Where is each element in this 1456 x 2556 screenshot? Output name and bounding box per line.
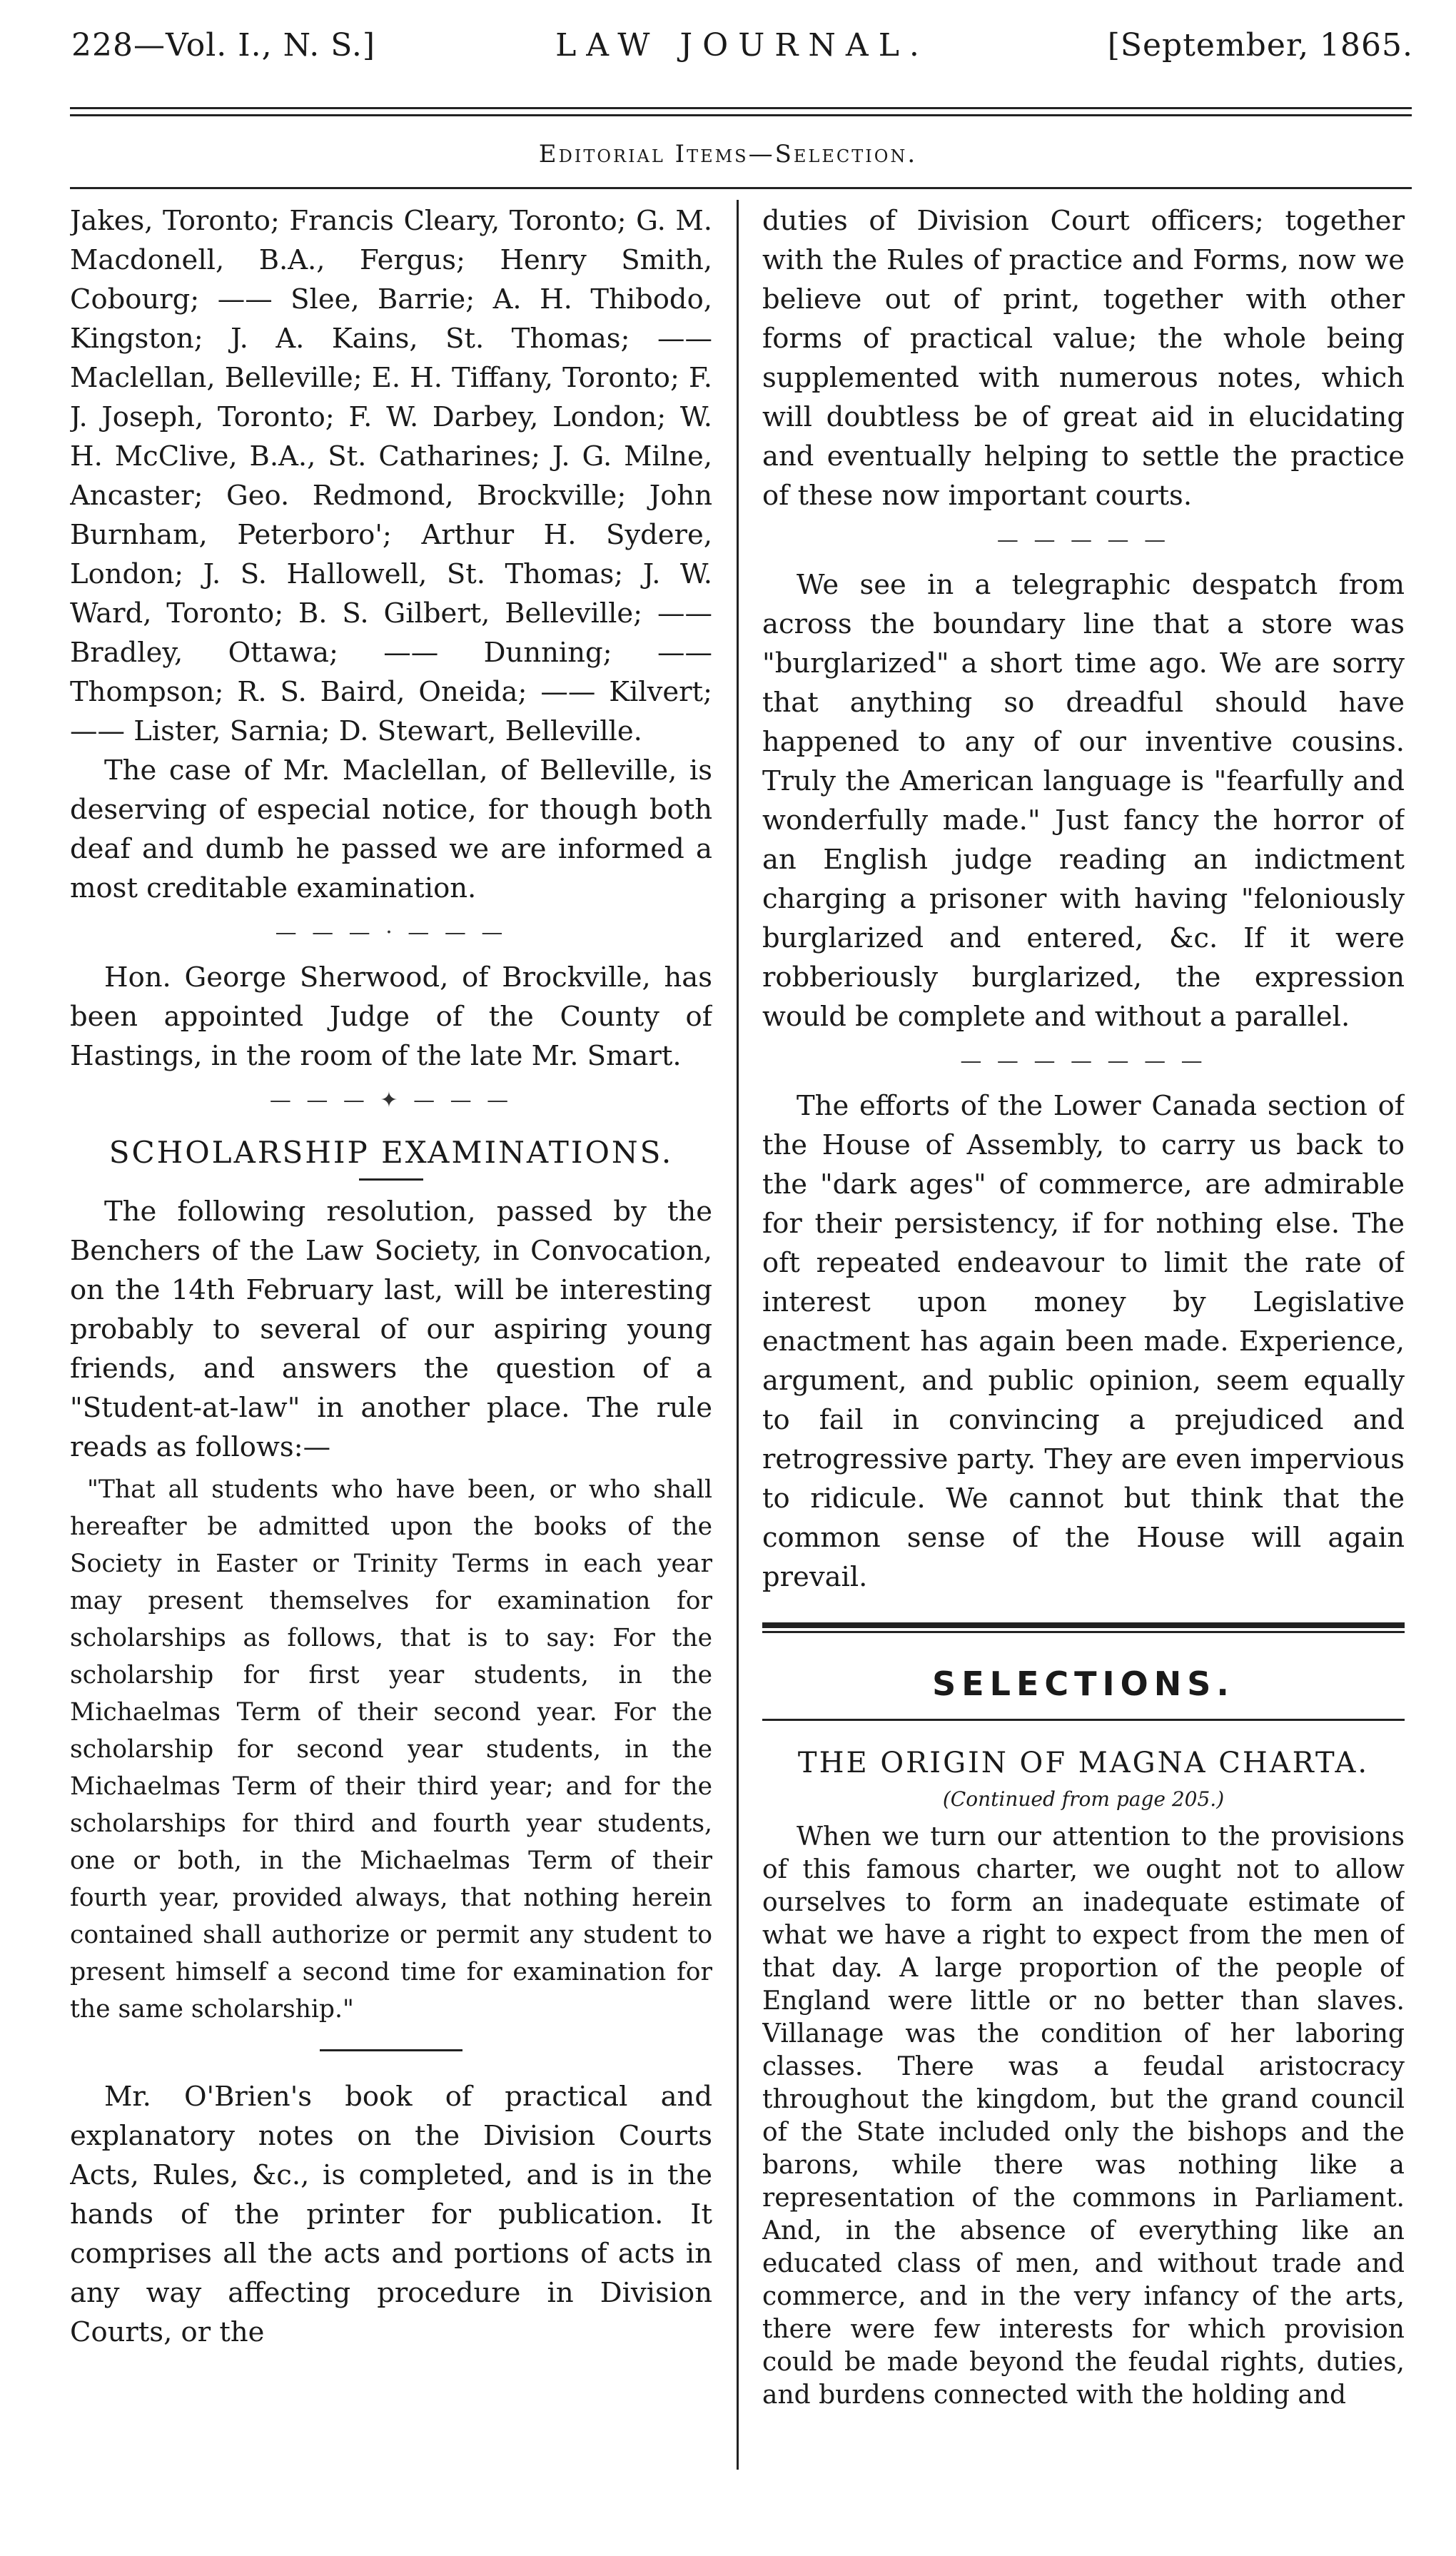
- names-paragraph: Jakes, Toronto; Francis Cleary, Toronto; G. M. Macdonell, B.A., Fergus; Henry Smith, Cobourg; —— Slee, Barrie; A. H. Thibodo, Kingston; J. A. Kains, St. Thomas; —— Maclellan, Belleville; E. H. Tiffany, Toronto; F. J. Joseph, Toronto; F. W. Darbey, London; W. H. McClive, B.A., St. Catharines; J. G. Milne, Ancaster; Geo. Redmond, Brockville; John Burnham, Peterboro'; Arthur H. Sydere, London; J. S. Hallowell, St. Thomas; J. W. Ward, Toronto; B. S. Gilbert, Belleville; —— Bradley, Ottawa; —— Dunning; —— Thompson; R. S. Baird, Oneida; —— Kilvert; —— Lister, Sarnia; D. Stewart, Belleville.: [70, 205, 712, 747]
- scholarship-heading: SCHOLARSHIP EXAMINATIONS.: [108, 1135, 674, 1170]
- scholarship-paragraph: The following resolution, passed by the Benchers of the Law Society, in Convocation, on the 14th February last, will be interesting probably to several of our aspiring young friends, and answers the question of a "Student-at-law" in another place. The rule reads as follows:—: [70, 1196, 712, 1463]
- separator: — — — ✦ — — —: [269, 1088, 513, 1113]
- selections-heading: SELECTIONS.: [932, 1665, 1235, 1703]
- column-divider: [737, 200, 739, 2470]
- left-column: [70, 201, 712, 2485]
- header-volume-page: 228—Vol. I., N. S.]: [71, 27, 375, 64]
- header-rule-bottom: [70, 114, 1412, 116]
- selections-rule: [762, 1622, 1405, 1633]
- section-heading-rule: [70, 187, 1412, 189]
- section-heading: Editorial Items—Selection.: [538, 140, 918, 168]
- continued-note: (Continued from page 205.): [942, 1787, 1225, 1811]
- article-title: THE ORIGIN OF MAGNA CHARTA.: [797, 1747, 1370, 1779]
- separator: — — — — — — —: [960, 1049, 1207, 1074]
- paragraph-rule: [320, 2049, 462, 2051]
- selections-underline: [762, 1719, 1405, 1721]
- obrien-paragraph: Mr. O'Brien's book of practical and explanatory notes on the Division Courts Acts, Rules, &c., is completed, and is in the hands of the printer for publication. It comprises all the acts and portions of acts in any way affecting procedure in Division Courts, or the: [70, 2081, 712, 2348]
- running-header: [71, 27, 1413, 84]
- separator: — — — — —: [996, 527, 1171, 552]
- lower-canada-paragraph: The efforts of the Lower Canada section of the House of Assembly, to carry us back to the "dark ages" of commerce, are admirable for their persistency, if for nothing else. The oft repeated endeavour to limit the rate of interest upon money by Legislative enactment has again been made. Experience, argument, and public opinion, seem equally to fail in convincing a prejudiced and retrogressive party. They are even impervious to ridicule. We cannot but think that the common sense of the House will again prevail.: [762, 1090, 1405, 1593]
- continuation-paragraph: duties of Division Court officers; together with the Rules of practice and Forms, now we believe out of print, together with other forms of practical value; the whole being supplemented with numerous notes, which will doubtless be of great aid in elucidating and eventually helping to settle the practice of these now important courts.: [762, 205, 1405, 512]
- header-rule-top: [70, 107, 1412, 109]
- sherwood-paragraph: Hon. George Sherwood, of Brockville, has been appointed Judge of the County of Hastings, in the room of the late Mr. Smart.: [70, 961, 712, 1072]
- telegraphic-paragraph: We see in a telegraphic despatch from across the boundary line that a store was "burglarized" a short time ago. We are sorry that anything so dreadful should have happened to any of our inventive cousins. Truly the American language is "fearfully and wonderfully made." Just fancy the horror of an English judge reading an indictment charging a prisoner with having "feloniously burglarized and entered, &c. If it were robberiously burglarized, the expression would be complete and without a parallel.: [762, 569, 1405, 1033]
- magna-charta-paragraph: When we turn our attention to the provisions of this famous charter, we ought not to allow ourselves to form an inadequate estimate of what we have a right to expect from the men of that day. A large proportion of the people of England were little or no better than slaves. Villanage was the condition of her laboring classes. There was a feudal aristocracy throughout the kingdom, but the grand council of the State included only the bishops and the barons, while there was nothing like a representation of the commons in Parliament. And, in the absence of everything like an educated class of men, and without trade and commerce, and in the very infancy of the arts, there were few interests for which provision could be made beyond the feudal rights, duties, and burdens connected with the holding and: [762, 1822, 1405, 2410]
- maclellan-paragraph: The case of Mr. Maclellan, of Belleville, is deserving of especial notice, for though both deaf and dumb he passed we are informed a most creditable examination.: [70, 754, 712, 904]
- resolution-quote: "That all students who have been, or who shall hereafter be admitted upon the books of the Society in Easter or Trinity Terms in each year may present themselves for examination for scholarships as follows, that is to say: For the scholarship for first year students, in the Michaelmas Term of their second year. For the scholarship for second year students, in the Michaelmas Term of their third year; and for the scholarships for third and fourth year students, one or both, in the Michaelmas Term of their fourth year, provided always, that nothing herein contained shall authorize or permit any student to present himself a second time for examination for the same scholarship.": [70, 1475, 712, 2024]
- right-column: [762, 201, 1405, 2485]
- header-date: [September, 1865.: [1107, 27, 1413, 64]
- separator: — — — · — — —: [275, 920, 507, 945]
- heading-underline: [359, 1178, 423, 1181]
- header-journal-title: LAW JOURNAL.: [555, 27, 929, 64]
